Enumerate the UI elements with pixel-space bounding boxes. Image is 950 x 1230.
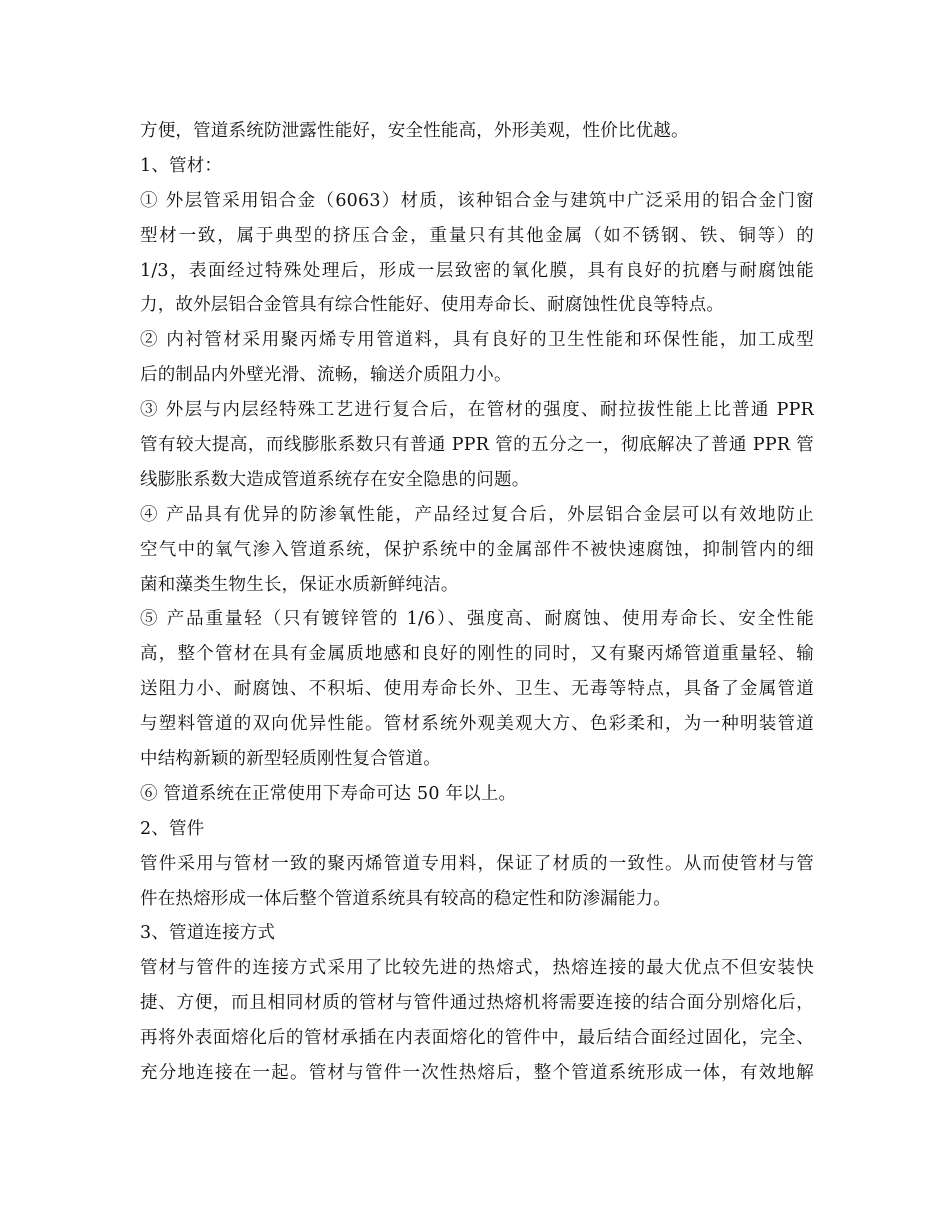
text-line: 3、管道连接方式 — [140, 923, 276, 944]
text-line: 1/3，表面经过特殊处理后，形成一层致密的氧化膜，具有良好的抗磨与耐腐蚀能 — [140, 260, 814, 281]
text-line: ② 内衬管材采用聚丙烯专用管道料，具有良好的卫生性能和环保性能，加工成型 — [140, 330, 814, 351]
text-line: 管有较大提高，而线膨胀系数只有普通 PPR 管的五分之一，彻底解决了普通 PPR 管 — [140, 435, 814, 456]
text-line: ③ 外层与内层经特殊工艺进行复合后，在管材的强度、耐拉拔性能上比普通 PPR — [140, 400, 814, 421]
text-line: ⑥ 管道系统在正常使用下寿命可达 50 年以上。 — [140, 783, 517, 804]
text-line: ④ 产品具有优异的防渗氧性能，产品经过复合后，外层铝合金层可以有效地防止 — [140, 504, 814, 525]
text-line: 与塑料管道的双向优异性能。管材系统外观美观大方、色彩柔和，为一种明装管道 — [140, 714, 814, 735]
text-line: 1、管材： — [140, 155, 223, 176]
text-line: 充分地连接在一起。管材与管件一次性热熔后，整个管道系统形成一体，有效地解 — [140, 1063, 814, 1084]
text-line: 菌和藻类生物生长，保证水质新鲜纯洁。 — [140, 574, 459, 595]
text-line: 中结构新颖的新型轻质刚性复合管道。 — [140, 749, 441, 770]
text-line: 空气中的氧气渗入管道系统，保护系统中的金属部件不被快速腐蚀，抑制管内的细 — [140, 539, 814, 560]
text-line: 2、管件 — [140, 818, 205, 839]
text-line: ⑤ 产品重量轻（只有镀锌管的 1/6）、强度高、耐腐蚀、使用寿命长、安全性能 — [140, 609, 814, 630]
text-line: 再将外表面熔化后的管材承插在内表面熔化的管件中，最后结合面经过固化，完全、 — [140, 1028, 814, 1049]
text-line: 后的制品内外壁光滑、流畅，输送介质阻力小。 — [140, 365, 512, 386]
text-line: 管件采用与管材一致的聚丙烯管道专用料，保证了材质的一致性。从而使管材与管 — [140, 853, 814, 874]
text-line: 型材一致，属于典型的挤压合金，重量只有其他金属（如不锈钢、铁、铜等）的 — [140, 225, 814, 246]
text-line: 力，故外层铝合金管具有综合性能好、使用寿命长、耐腐蚀性优良等特点。 — [140, 295, 725, 316]
text-line: 管材与管件的连接方式采用了比较先进的热熔式，热熔连接的最大优点不但安装快 — [140, 958, 814, 979]
text-line: ① 外层管采用铝合金（6063）材质，该种铝合金与建筑中广泛采用的铝合金门窗 — [140, 190, 814, 211]
text-line: 件在热熔形成一体后整个管道系统具有较高的稳定性和防渗漏能力。 — [140, 888, 671, 909]
text-line: 捷、方便，而且相同材质的管材与管件通过热熔机将需要连接的结合面分别熔化后， — [140, 993, 814, 1014]
document-page — [140, 114, 814, 1091]
text-line: 高，整个管材在具有金属质地感和良好的刚性的同时，又有聚丙烯管道重量轻、输 — [140, 644, 814, 665]
text-line: 线膨胀系数大造成管道系统存在安全隐患的问题。 — [140, 469, 530, 490]
text-line: 送阻力小、耐腐蚀、不积垢、使用寿命长外、卫生、无毒等特点，具备了金属管道 — [140, 679, 814, 700]
text-line: 方便，管道系统防泄露性能好，安全性能高，外形美观，性价比优越。 — [140, 121, 689, 141]
